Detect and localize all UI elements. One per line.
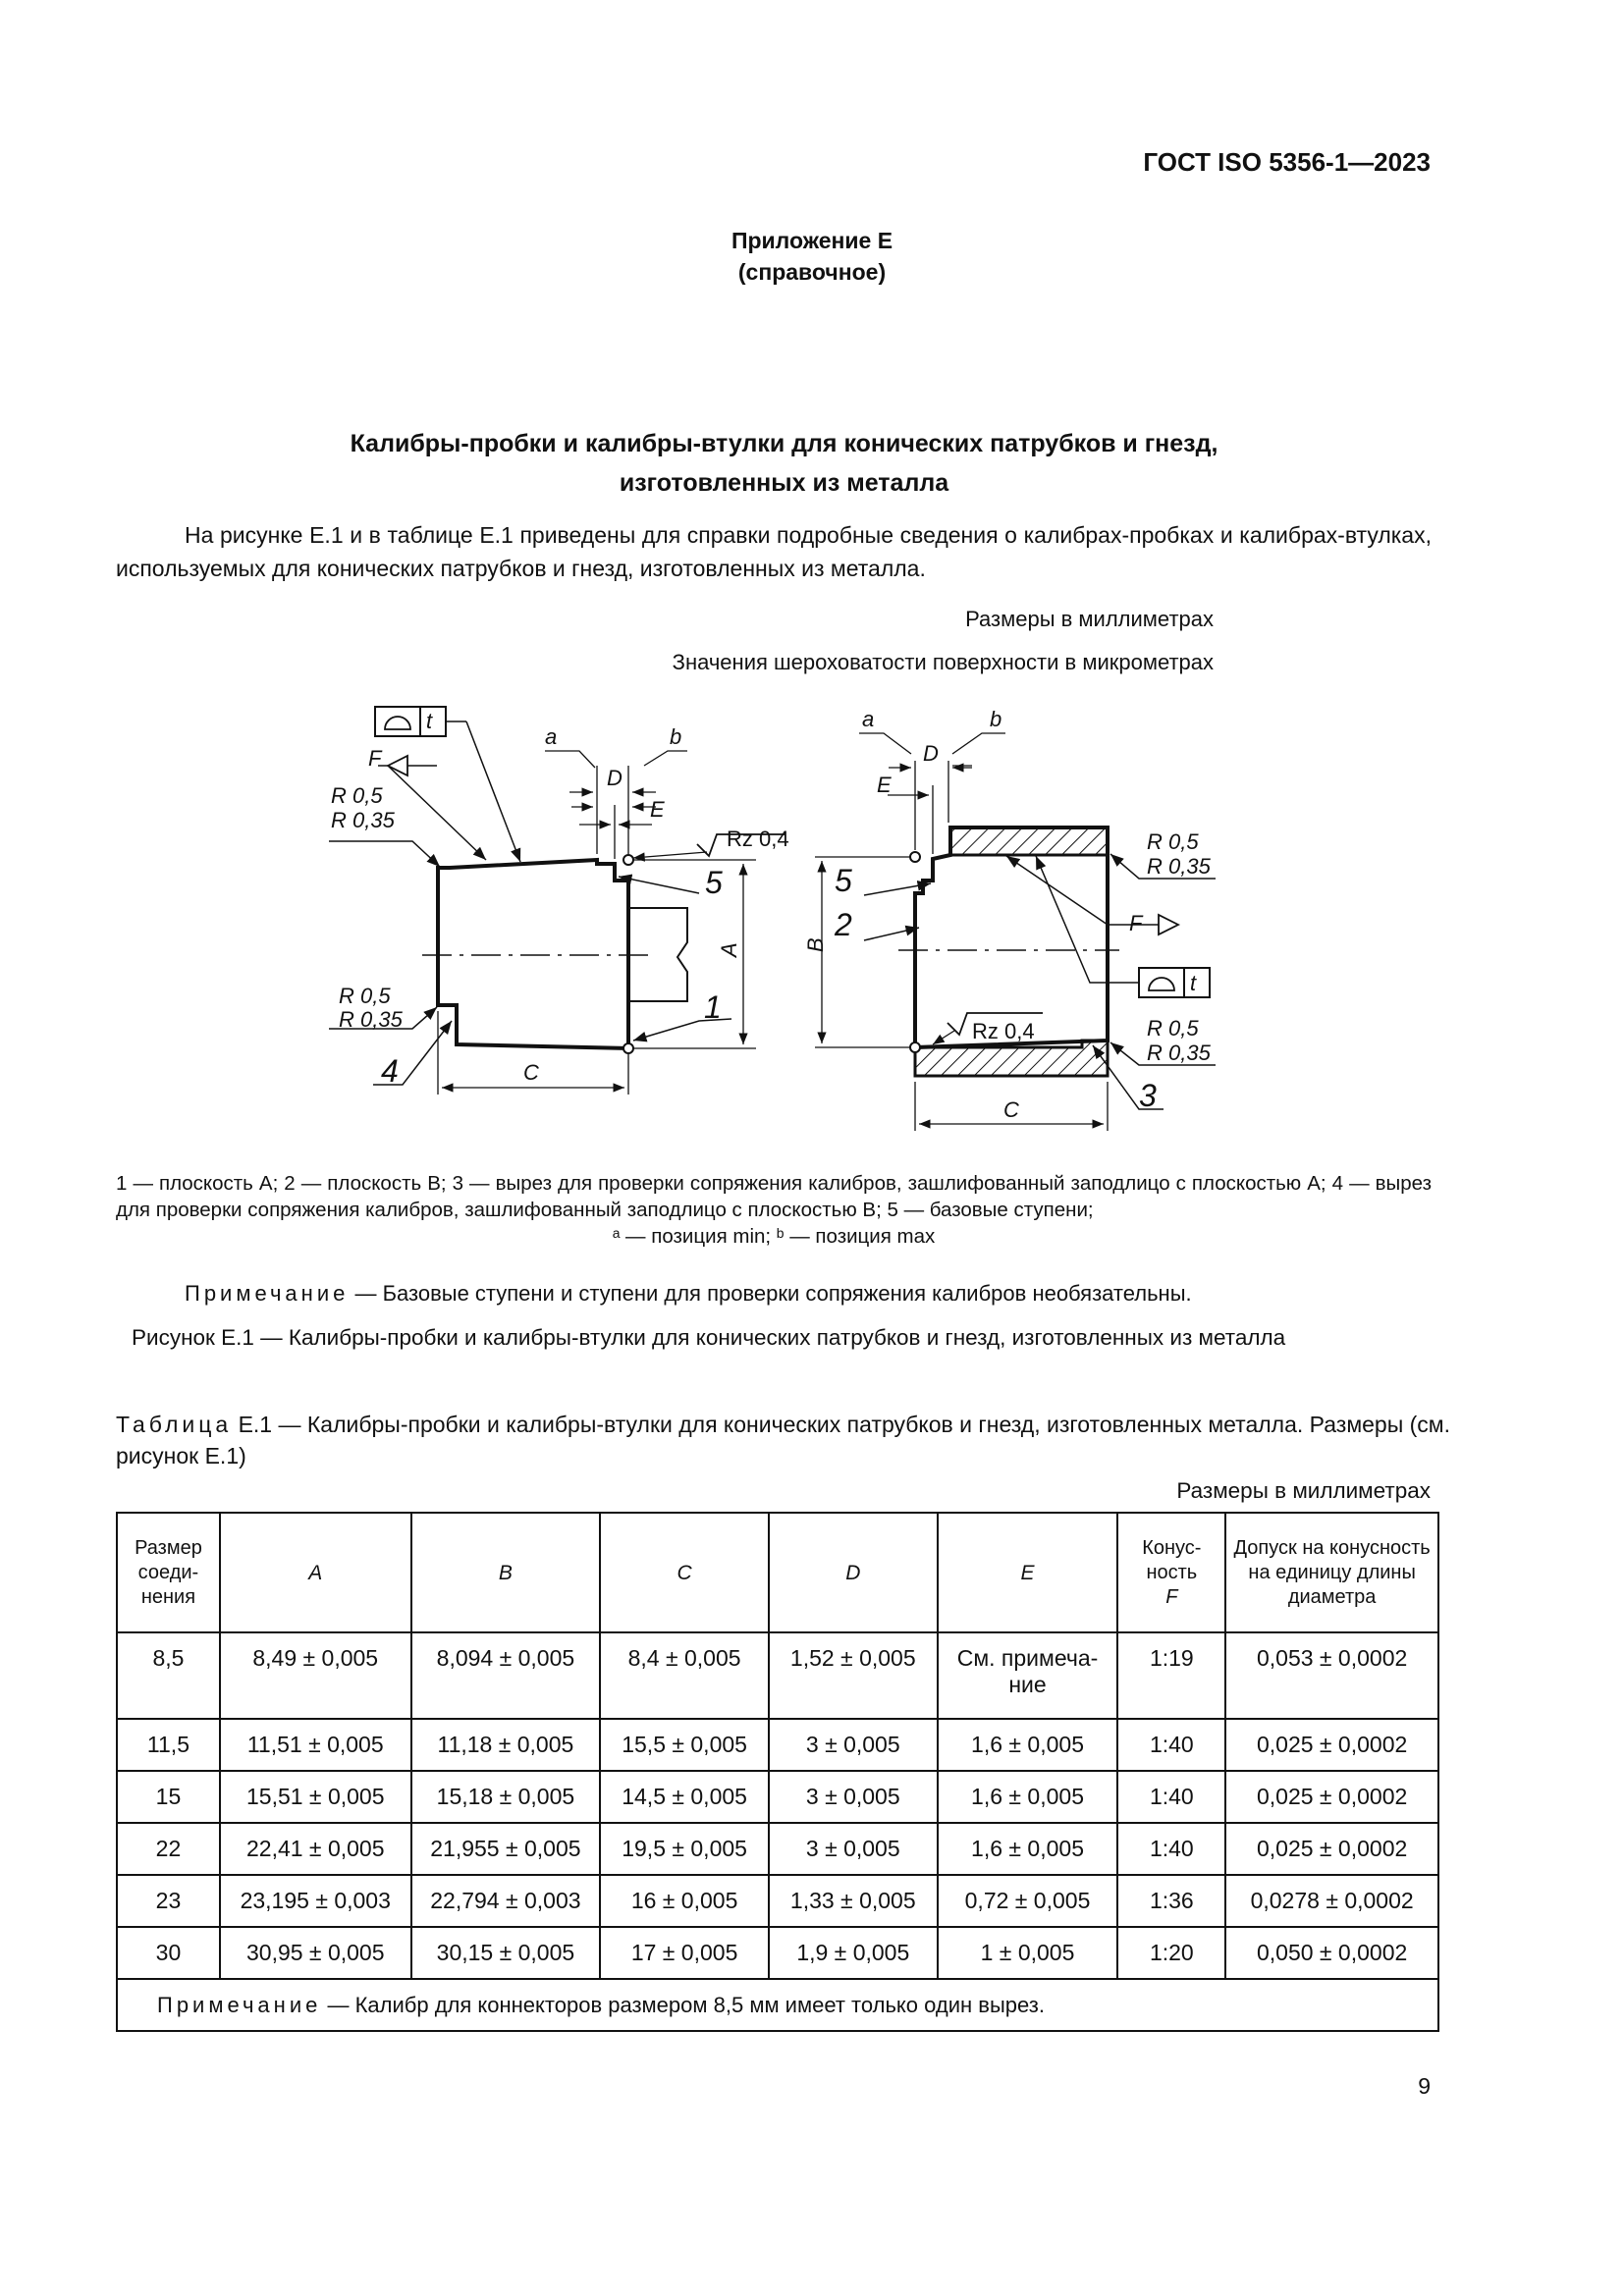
- cell-A: 23,195 ± 0,003: [220, 1875, 411, 1927]
- cell-A: 15,51 ± 0,005: [220, 1771, 411, 1823]
- cell-tolerance: 0,050 ± 0,0002: [1225, 1927, 1438, 1979]
- ring-rz-label: Rz 0,4: [972, 1019, 1035, 1043]
- cell-D: 3 ± 0,005: [769, 1823, 938, 1875]
- cell-D: 3 ± 0,005: [769, 1719, 938, 1771]
- table-caption-label: Таблица: [116, 1412, 233, 1437]
- table-units-note: Размеры в миллиметрах: [1176, 1478, 1431, 1503]
- cell-D: 1,33 ± 0,005: [769, 1875, 938, 1927]
- figure-note-text: — Базовые ступени и ступени для проверки сопряжения калибров необязательны.: [349, 1281, 1192, 1306]
- cell-B: 8,094 ± 0,005: [411, 1632, 601, 1719]
- plug-r035-upper-label: R 0,35: [331, 808, 395, 832]
- table-row: [117, 1927, 1438, 1979]
- table-row: [117, 1875, 1438, 1927]
- section-title-line1: Калибры-пробки и калибры-втулки для конических патрубков и гнезд,: [350, 430, 1218, 457]
- header-A: A: [220, 1513, 411, 1632]
- table-row: [117, 1823, 1438, 1875]
- annex-subtitle: (справочное): [737, 259, 887, 285]
- intro-paragraph: На рисунке Е.1 и в таблице Е.1 приведены для справки подробные сведения о калибрах-пробках и калибрах-втулках, используемых для конических патрубков и гнезд, изготовленных из металла.: [116, 522, 1432, 581]
- plug-r05-upper-label: R 0,5: [331, 783, 383, 808]
- cell-F: 1:40: [1117, 1719, 1225, 1771]
- ring-b-label: b: [990, 707, 1002, 731]
- plug-a-label: a: [545, 724, 558, 749]
- ring-r035-upper-label: R 0,35: [1147, 854, 1211, 879]
- ring-D-label: D: [923, 741, 939, 766]
- ring-tolerance-frame: [1139, 968, 1210, 997]
- table-row: [117, 1771, 1438, 1823]
- table-note-text: — Калибр для коннекторов размером 8,5 мм имеет только один вырез.: [321, 1992, 1045, 2017]
- cell-tolerance: 0,0278 ± 0,0002: [1225, 1875, 1438, 1927]
- cell-D: 1,9 ± 0,005: [769, 1927, 938, 1979]
- cell-E: 1,6 ± 0,005: [938, 1823, 1118, 1875]
- cell-tolerance: 0,025 ± 0,0002: [1225, 1823, 1438, 1875]
- cell-B: 30,15 ± 0,005: [411, 1927, 601, 1979]
- table-note: [117, 1979, 1438, 2031]
- ring-t-label: t: [1190, 971, 1197, 995]
- cell-F: 1:19: [1117, 1632, 1225, 1719]
- plug-number-5: 5: [705, 865, 723, 900]
- ring-a-label: a: [862, 707, 875, 731]
- ring-number-2: 2: [835, 907, 852, 942]
- ring-number-3: 3: [1139, 1078, 1157, 1113]
- cell-A: 11,51 ± 0,005: [220, 1719, 411, 1771]
- cell-tolerance: 0,053 ± 0,0002: [1225, 1632, 1438, 1719]
- plug-gauge-outline: [438, 860, 628, 1048]
- plug-number-1: 1: [704, 989, 722, 1025]
- header-B: B: [411, 1513, 601, 1632]
- plug-r05-lower-label: R 0,5: [339, 984, 391, 1008]
- cell-C: 19,5 ± 0,005: [600, 1823, 769, 1875]
- cell-F: 1:36: [1117, 1875, 1225, 1927]
- plug-A-label: A: [717, 942, 741, 957]
- cell-D: 1,52 ± 0,005: [769, 1632, 938, 1719]
- cell-C: 16 ± 0,005: [600, 1875, 769, 1927]
- ring-B-label: B: [803, 937, 828, 952]
- cell-E: См. примеча-ние: [938, 1632, 1118, 1719]
- figure-units-note: Размеры в миллиметрах: [965, 607, 1214, 631]
- cell-B: 21,955 ± 0,005: [411, 1823, 601, 1875]
- cell-C: 8,4 ± 0,005: [600, 1632, 769, 1719]
- cell-F: 1:40: [1117, 1771, 1225, 1823]
- cell-E: 1 ± 0,005: [938, 1927, 1118, 1979]
- plug-F-label: F: [368, 746, 382, 771]
- cell-E: 1,6 ± 0,005: [938, 1771, 1118, 1823]
- ring-r05-lower-label: R 0,5: [1147, 1016, 1199, 1041]
- cell-F: 1:20: [1117, 1927, 1225, 1979]
- plug-tolerance-frame: [375, 707, 446, 736]
- cell-A: 22,41 ± 0,005: [220, 1823, 411, 1875]
- figure-legend-line2: ᵃ — позиция min; ᵇ — позиция max: [612, 1225, 936, 1248]
- header-taper-line1: Конус-: [1142, 1536, 1202, 1559]
- header-C: C: [600, 1513, 769, 1632]
- header-taper: [1117, 1513, 1225, 1632]
- ring-ref-point-top: [910, 852, 920, 862]
- header-tolerance: Допуск на конусность на единицу длины диаметра: [1225, 1513, 1438, 1632]
- plug-D-label: D: [607, 766, 623, 790]
- document-id: ГОСТ ISO 5356-1—2023: [1143, 147, 1431, 177]
- table-row: [117, 1632, 1438, 1719]
- cell-F: 1:40: [1117, 1823, 1225, 1875]
- ring-r035-lower-label: R 0,35: [1147, 1041, 1211, 1065]
- cell-C: 17 ± 0,005: [600, 1927, 769, 1979]
- cell-C: 15,5 ± 0,005: [600, 1719, 769, 1771]
- plug-ref-point-bottom: [623, 1043, 633, 1053]
- figure-legend-line1: 1 — плоскость А; 2 — плоскость В; 3 — вырез для проверки сопряжения калибров, зашлифованный заподлицо с плоскостью А; 4 — вырез для проверки сопряжения калибров, зашлифованный заподлицо с плоскостью В; 5 — базовые ступени;: [116, 1172, 1432, 1221]
- page-number: 9: [1418, 2073, 1431, 2099]
- ring-gauge: [815, 733, 1216, 1131]
- figure-note-label: Примечание: [185, 1281, 350, 1306]
- table-note-row: [117, 1979, 1438, 2031]
- ring-E-label: E: [877, 773, 892, 797]
- plug-ref-point-top: [623, 855, 633, 865]
- cell-size: 30: [117, 1927, 220, 1979]
- plug-C-label: C: [523, 1060, 539, 1085]
- section-title-line2: изготовленных из металла: [619, 469, 949, 497]
- cell-size: 11,5: [117, 1719, 220, 1771]
- figure-caption: Рисунок Е.1 — Калибры-пробки и калибры-втулки для конических патрубков и гнезд, изготовленных из металла: [132, 1325, 1286, 1350]
- cell-B: 11,18 ± 0,005: [411, 1719, 601, 1771]
- figure-note: [185, 1281, 1192, 1307]
- cell-A: 8,49 ± 0,005: [220, 1632, 411, 1719]
- annex-title: Приложение Е: [731, 228, 893, 253]
- header-taper-line2: ность: [1146, 1561, 1198, 1583]
- cell-B: 15,18 ± 0,005: [411, 1771, 601, 1823]
- cell-A: 30,95 ± 0,005: [220, 1927, 411, 1979]
- cell-size: 23: [117, 1875, 220, 1927]
- plug-b-label: b: [670, 724, 682, 749]
- figure-legend: [116, 1170, 1432, 1250]
- table-row: [117, 1719, 1438, 1771]
- plug-number-4: 4: [381, 1053, 399, 1089]
- ring-gauge-top-wall: [950, 828, 1108, 855]
- table-caption-text: Е.1 — Калибры-пробки и калибры-втулки для конических патрубков и гнезд, изготовленных металла. Размеры (см. рисунок Е.1): [116, 1412, 1450, 1468]
- ring-ref-point-bottom: [910, 1042, 920, 1052]
- ring-C-label: C: [1003, 1097, 1019, 1122]
- cell-E: 0,72 ± 0,005: [938, 1875, 1118, 1927]
- cell-tolerance: 0,025 ± 0,0002: [1225, 1771, 1438, 1823]
- table-caption: [116, 1409, 1451, 1471]
- cell-size: 22: [117, 1823, 220, 1875]
- cell-B: 22,794 ± 0,003: [411, 1875, 601, 1927]
- table-header-row: [117, 1513, 1438, 1632]
- ring-gauge-bore: [915, 828, 1108, 1047]
- cell-tolerance: 0,025 ± 0,0002: [1225, 1719, 1438, 1771]
- plug-r035-lower-label: R 0,35: [339, 1007, 403, 1032]
- plug-t-label: t: [426, 709, 433, 733]
- ring-number-5: 5: [835, 863, 852, 898]
- cell-E: 1,6 ± 0,005: [938, 1719, 1118, 1771]
- header-size: Размер соеди-нения: [117, 1513, 220, 1632]
- cell-D: 3 ± 0,005: [769, 1771, 938, 1823]
- header-taper-line3: F: [1165, 1585, 1178, 1608]
- gauge-dimensions-table: [116, 1512, 1439, 2032]
- cell-C: 14,5 ± 0,005: [600, 1771, 769, 1823]
- plug-E-label: E: [650, 797, 665, 822]
- cell-size: 8,5: [117, 1632, 220, 1719]
- plug-gauge: [329, 707, 785, 1095]
- cell-size: 15: [117, 1771, 220, 1823]
- ring-r05-upper-label: R 0,5: [1147, 829, 1199, 854]
- figure-roughness-note: Значения шероховатости поверхности в микрометрах: [672, 650, 1214, 674]
- ring-F-label: F: [1129, 911, 1143, 935]
- header-D: D: [769, 1513, 938, 1632]
- plug-rz-label: Rz 0,4: [727, 827, 789, 851]
- table-note-label: Примечание: [157, 1992, 322, 2017]
- header-E: E: [938, 1513, 1118, 1632]
